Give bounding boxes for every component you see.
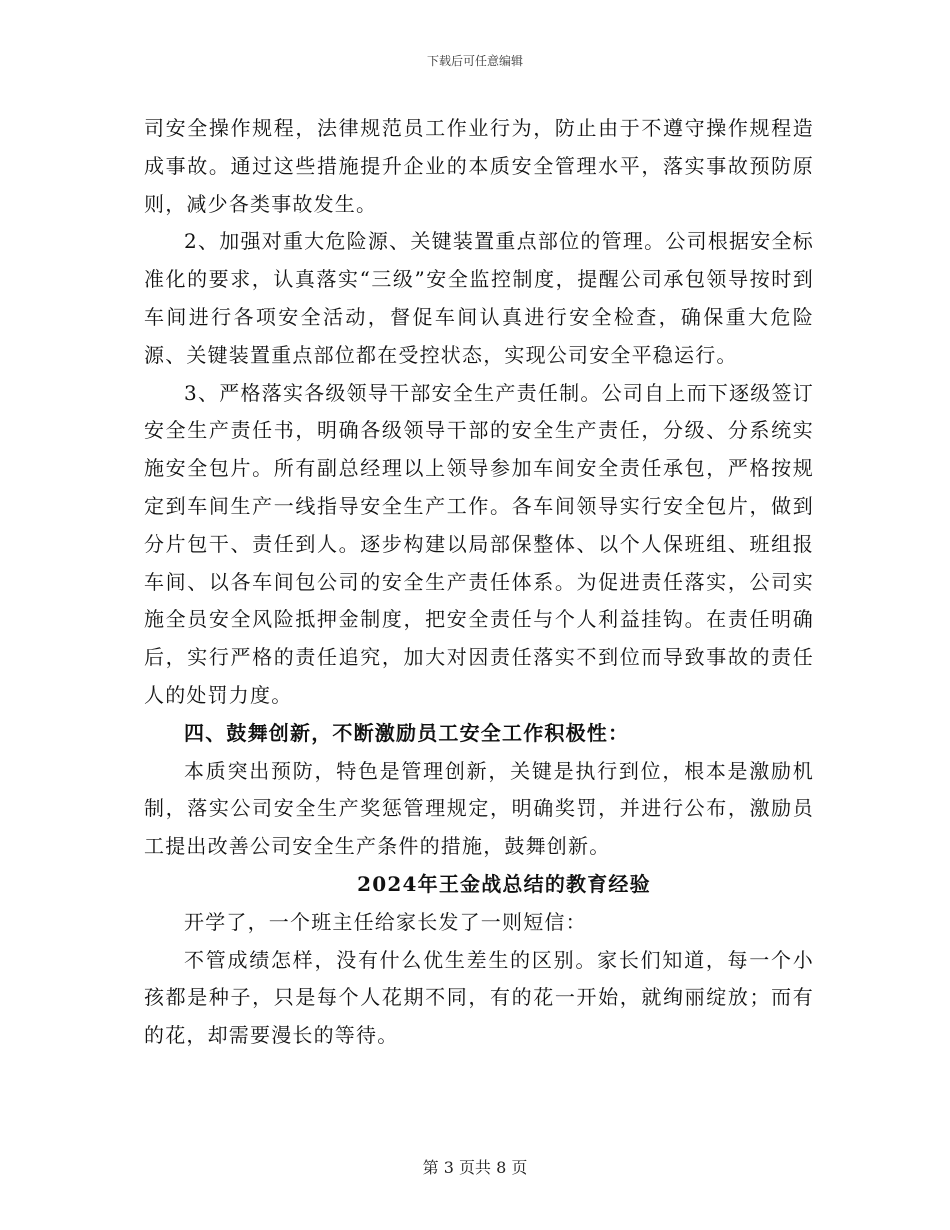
article-title: 2024年王金战总结的教育经验 [357,871,651,896]
page-header: 下载后可任意编辑 [426,54,523,68]
section-heading: 四、鼓舞创新，不断激励员工安全工作积极性： [184,720,630,745]
page-footer: 第 3 页共 8 页 [422,1158,528,1177]
paragraph-continued: 司安全操作规程，法律规范员工作业行为，防止由于不遵守操作规程造成事故。通过这些措施提升企业的本质安全管理水平，落实事故预防原则，减少各类事故发生。 [144,116,814,216]
document-body [144,110,814,1055]
paragraph-item-3: 3、严格落实各级领导干部安全生产责任制。公司自上而下逐级签订安全生产责任书，明确各级领导干部的安全生产责任，分级、分系统实施安全包片。所有副总经理以上领导参加车间安全责任承包，严格按规定到车间生产一线指导安全生产工作。各车间领导实行安全包片，做到分片包干、责任到人。逐步构建以局部保整体、以个人保班组、班组报车间、以各车间包公司的安全生产责任体系。为促进责任落实，公司实施全员安全风险抵押金制度，把安全责任与个人利益挂钩。在责任明确后，实行严格的责任追究，加大对因责任落实不到位而导致事故的责任人的处罚力度。 [144,380,814,707]
paragraph-item-2: 2、加强对重大危险源、关键装置重点部位的管理。公司根据安全标准化的要求，认真落实“三级”安全监控制度，提醒公司承包领导按时到车间进行各项安全活动，督促车间认真进行安全检查，确保重大危险源、关键装置重点部位都在受控状态，实现公司安全平稳运行。 [144,229,814,367]
paragraph-section-body: 本质突出预防，特色是管理创新，关键是执行到位，根本是激励机制，落实公司安全生产奖惩管理规定，明确奖罚，并进行公布，激励员工提出改善公司安全生产条件的措施，鼓舞创新。 [144,758,814,859]
paragraph-intro: 开学了，一个班主任给家长发了一则短信： [184,909,587,934]
paragraph-message: 不管成绩怎样，没有什么优生差生的区别。家长们知道，每一个小孩都是种子，只是每个人花期不同，有的花一开始，就绚丽绽放；而有的花，却需要漫长的等待。 [144,947,814,1048]
